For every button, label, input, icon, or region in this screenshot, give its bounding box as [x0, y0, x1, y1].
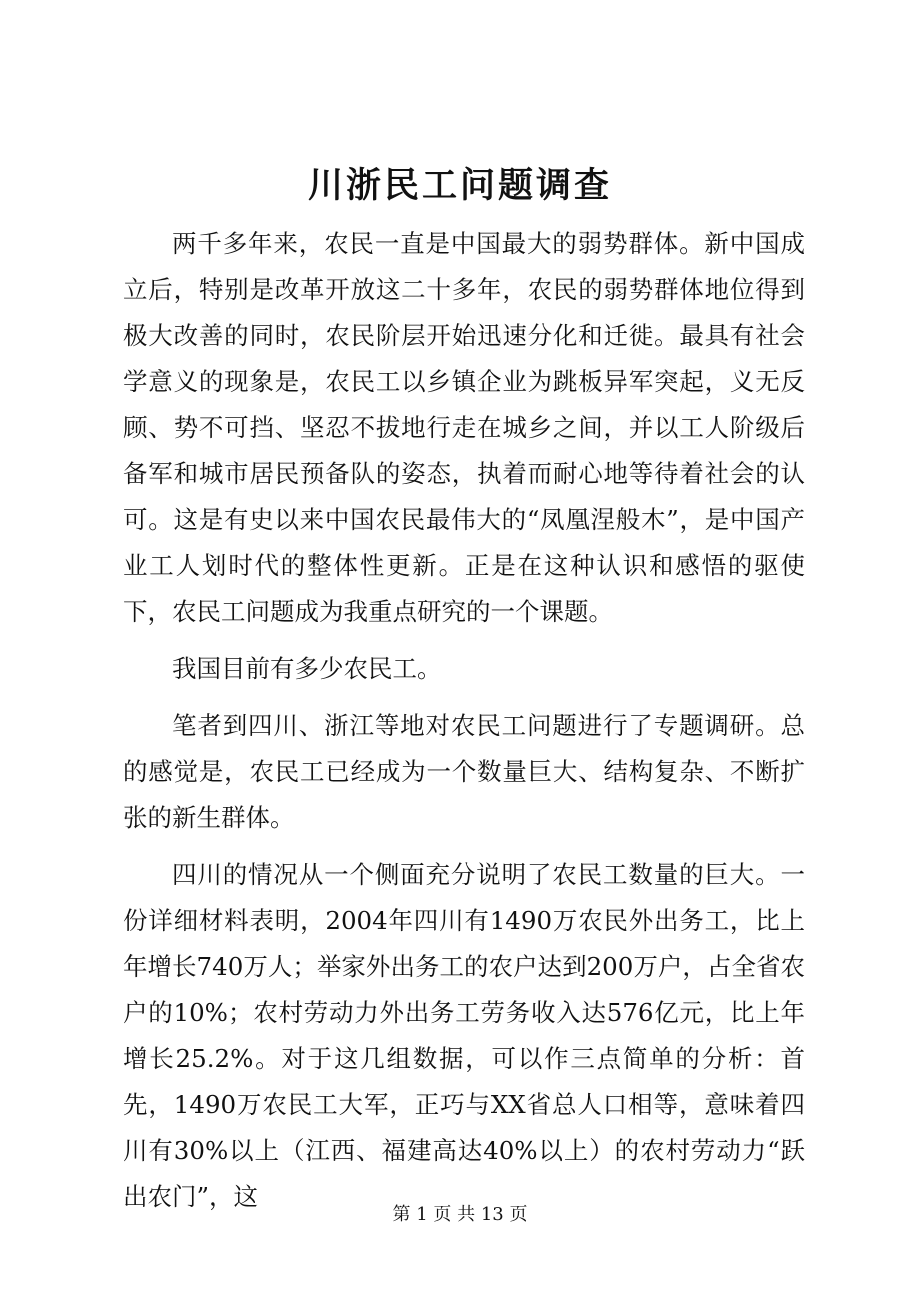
paragraph-question: 我国目前有多少农民工。 [172, 654, 442, 683]
document-title: 川浙民工问题调查 [307, 165, 612, 206]
paragraph-intro: 两千多年来，农民一直是中国最大的弱势群体。新中国成立后，特别是改革开放这二十多年，农民的弱势群体地位得到极大改善的同时，农民阶层开始迅速分化和迁徙。最具有社会学意义的现象是，农民工以乡镇企业为跳板异军突起，义无反顾、势不可挡、坚忍不拔地行走在城乡之间，并以工人阶级后备军和城市居民预备队的姿态，执着而耐心地等待着社会的认可。这是有史以来中国农民最伟大的“凤凰涅般木”，是中国产业工人划时代的整体性更新。正是在这种认识和感悟的驱使下，农民工问题成为我重点研究的一个课题。 [123, 229, 805, 626]
paragraph-sichuan: 四川的情况从一个侧面充分说明了农民工数量的巨大。一份详细材料表明，2004年四川有1490万农民外出务工，比上年增长740万人；举家外出务工的农户达到200万户，占全省农户的10%；农村劳动力外出务工劳务收入达576亿元，比上年增长25.2%。对于这几组数据，可以作三点简单的分析：首先，1490万农民工大军，正巧与XX省总人口相等，意味着四川有30%以上（江西、福建高达40%以上）的农村劳动力“跃出农门”，这 [123, 860, 805, 1211]
paragraph-survey: 笔者到四川、浙江等地对农民工问题进行了专题调研。总的感觉是，农民工已经成为一个数量巨大、结构复杂、不断扩张的新生群体。 [123, 711, 805, 832]
page-footer: 第 1 页 共 13 页 [392, 1204, 528, 1225]
document-body [123, 221, 805, 1231]
